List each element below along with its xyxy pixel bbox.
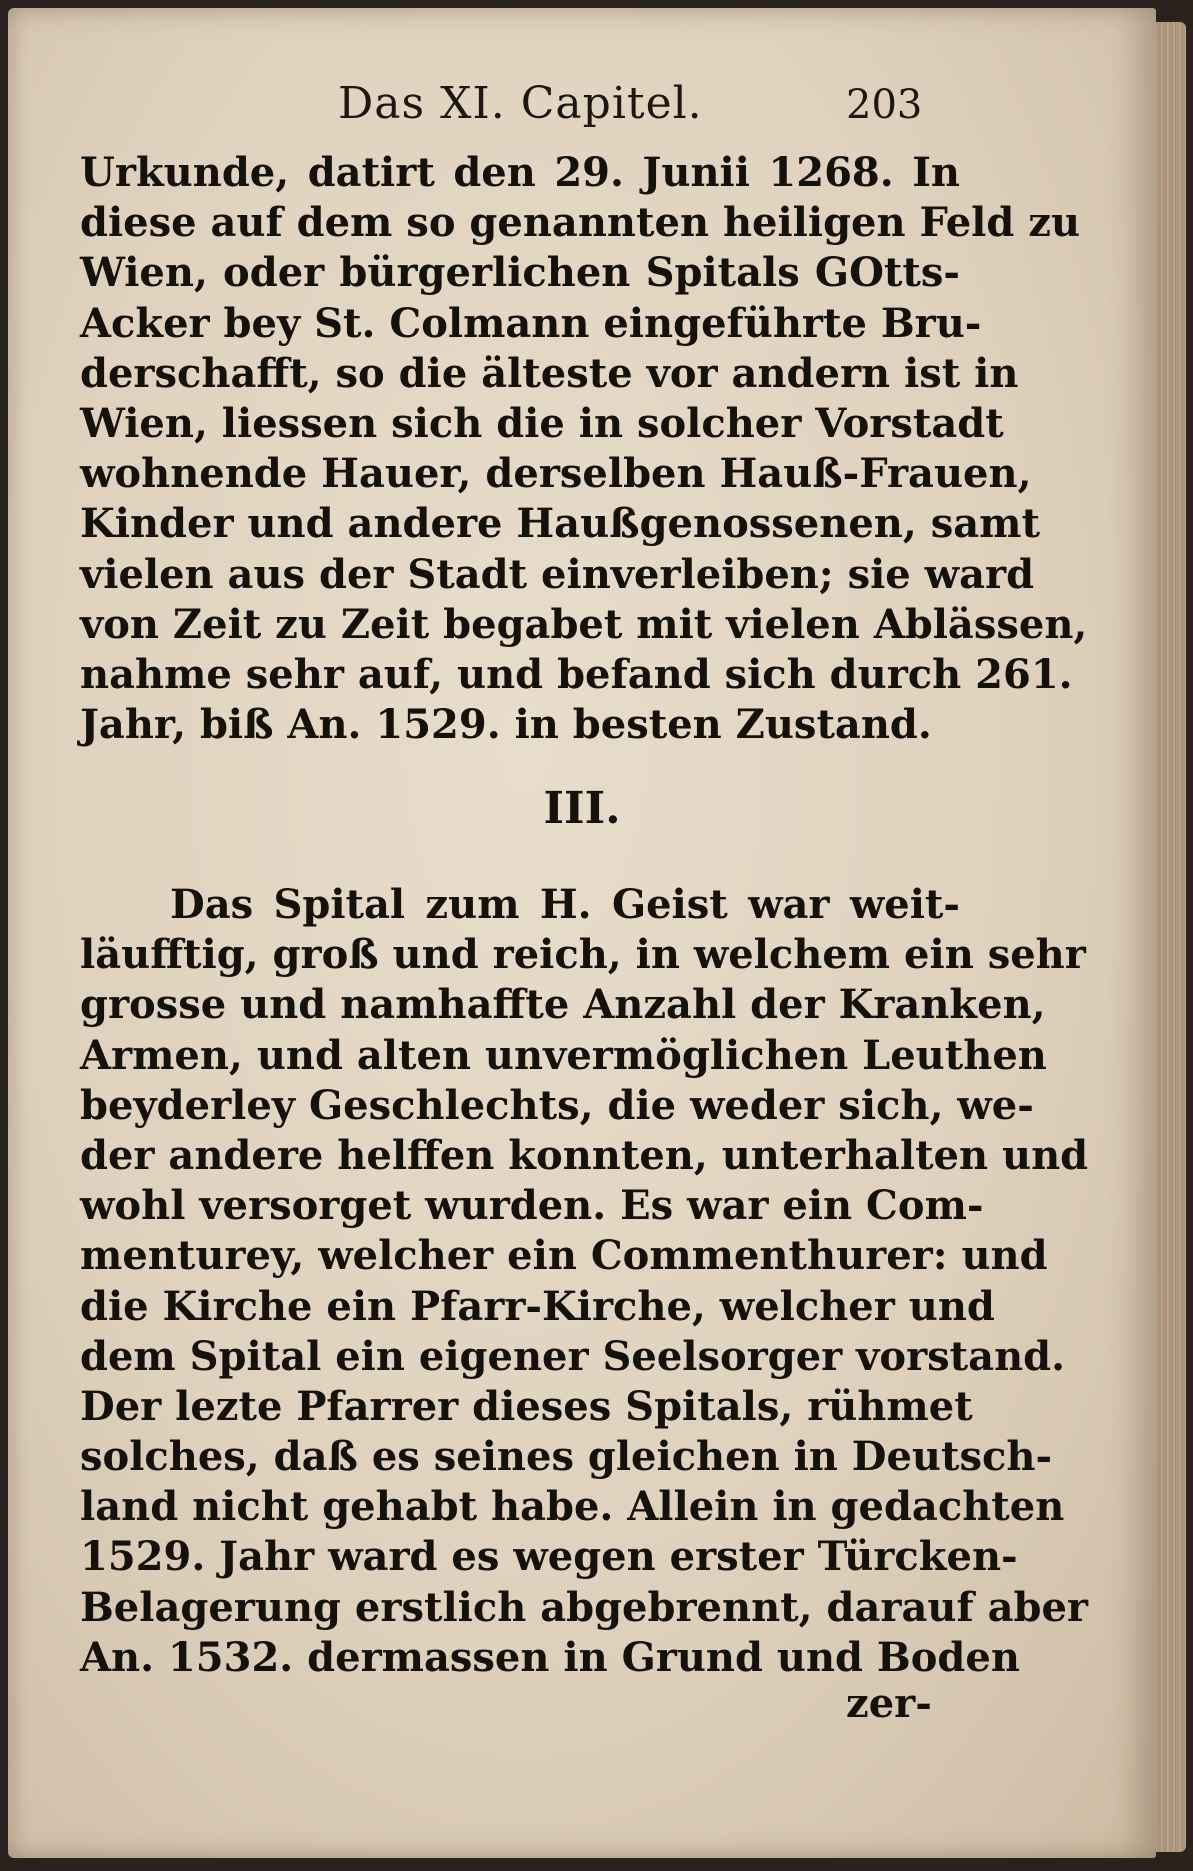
text-line: derschafft, so die älteste vor andern ist in [80,349,1019,397]
section-number: III. [543,783,621,834]
text-line: nahme sehr auf, und befand sich durch 261. [80,650,1073,698]
page-number: 203 [846,82,923,128]
text-line: Kinder und andere Haußgenossenen, samt [80,500,1040,548]
text-line: läufftig, groß und reich, in welchem ein sehr [80,931,1086,979]
text-line: Belagerung erstlich abgebrennt, darauf aber [80,1583,1088,1631]
text-line: menturey, welcher ein Commenthurer: und [80,1232,1048,1280]
text-line: Wien, liessen sich die in solcher Vorstadt [80,399,1004,447]
text-line: grosse und namhaffte Anzahl der Kranken, [80,981,1046,1029]
text-line: Wien, oder bürgerlichen Spitals GOtts- [80,249,960,297]
page-fore-edge [1152,22,1186,1852]
text-line: von Zeit zu Zeit begabet mit vielen Ablässen, [80,600,1088,648]
text-line: die Kirche ein Pfarr-Kirche, welcher und [80,1282,995,1330]
paragraph-2 [80,880,1089,1683]
running-head [8,78,1156,138]
catchword: zer- [846,1680,932,1727]
paragraph-1 [80,148,1088,750]
text-line: dem Spital ein eigener Seelsorger vorstand. [80,1332,1066,1380]
chapter-title: Das XI. Capitel. [338,78,703,129]
text-line: Acker bey St. Colmann eingeführte Bru- [80,299,982,347]
text-line: 1529. Jahr ward es wegen erster Türcken- [80,1533,1018,1581]
text-line: diese auf dem so genannten heiligen Feld zu [80,199,1081,247]
text-line: wohl versorget wurden. Es war ein Com- [80,1182,984,1230]
text-line: Urkunde, datirt den 29. Junii 1268. In [80,149,960,196]
text-line: wohnende Hauer, derselben Hauß-Frauen, [80,450,1032,498]
text-line: beyderley Geschlechts, die weder sich, we- [80,1081,1034,1129]
text-line: solches, daß es seines gleichen in Deutsch- [80,1433,1053,1481]
text-line: vielen aus der Stadt einverleiben; sie ward [80,550,1035,598]
text-line: land nicht gehabt habe. Allein in gedachten [80,1483,1065,1531]
text-line: Das Spital zum H. Geist war weit- [170,881,960,928]
book-page [8,8,1156,1858]
text-line: Jahr, biß An. 1529. in besten Zustand. [80,701,932,749]
text-line: Armen, und alten unvermöglichen Leuthen [80,1031,1047,1079]
text-line: Der lezte Pfarrer dieses Spitals, rühmet [80,1382,973,1430]
text-line: der andere helffen konnten, unterhalten und [80,1131,1089,1179]
text-line: An. 1532. dermassen in Grund und Boden [80,1633,1020,1681]
